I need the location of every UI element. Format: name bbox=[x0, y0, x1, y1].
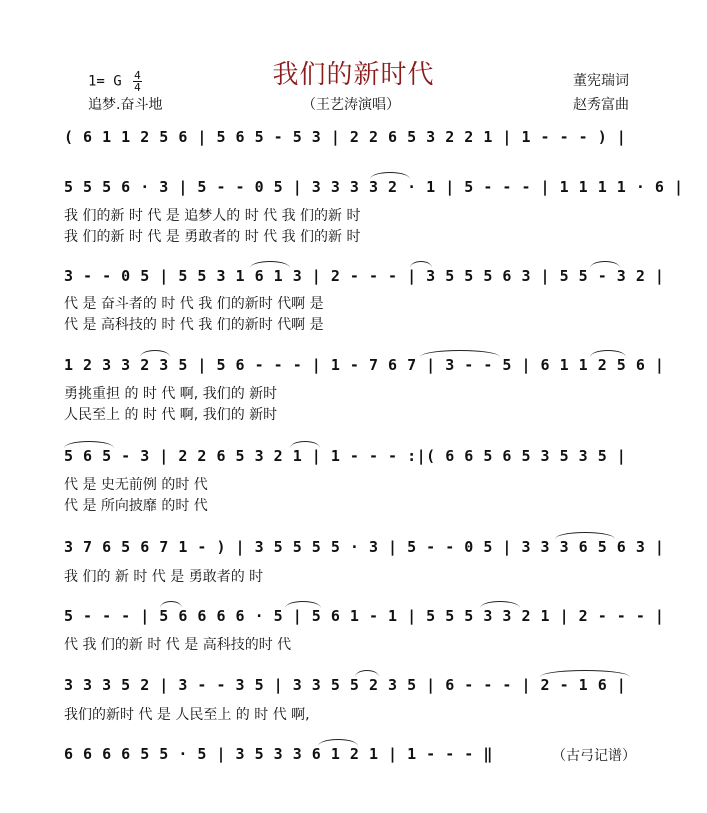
slur-mark bbox=[64, 441, 114, 448]
lyric-line: 我们的新时 代 是 人民至上 的 时 代 啊, bbox=[64, 707, 310, 723]
notation-line: 3 - - 0 5 | 5 5 3 1 6 1 3 | 2 - - - | 3 5 5 5 6 3 | 5 5 - 3 2 | bbox=[64, 267, 665, 285]
song-title: 我们的新时代 bbox=[272, 60, 435, 90]
slur-mark bbox=[355, 670, 379, 677]
slur-mark bbox=[285, 601, 321, 608]
lyric-line: 我 们的 新 时 代 是 勇敢者的 时 bbox=[64, 569, 264, 585]
lyric-line: 代 是 高科技的 时 代 我 们的新时 代啊 是 bbox=[64, 317, 324, 333]
slur-mark bbox=[160, 601, 182, 608]
slur-mark bbox=[420, 350, 500, 357]
notation-line: 1 2 3 3 2 3 5 | 5 6 - - - | 1 - 7 6 7 | 3 - - 5 | 6 1 1 2 5 6 | bbox=[64, 356, 665, 374]
notation-line: 5 5 5 6 · 3 | 5 - - 0 5 | 3 3 3 3 2 · 1 | 5 - - - | 1 1 1 1 · 6 | bbox=[64, 178, 684, 196]
slur-mark bbox=[318, 739, 358, 746]
slur-mark bbox=[480, 601, 520, 608]
lyric-line: 代 是 所向披靡 的时 代 bbox=[64, 498, 208, 514]
slur-mark bbox=[590, 350, 626, 357]
notation-line: 5 - - - | 5 6 6 6 6 · 5 | 5 6 1 - 1 | 5 5 5 3 3 2 1 | 2 - - - | bbox=[64, 607, 665, 625]
singer-label: （王艺涛演唱） bbox=[302, 97, 400, 113]
notation-line: 5 6 5 - 3 | 2 2 6 5 3 2 1 | 1 - - - :|( 6 6 5 6 5 3 5 3 5 | bbox=[64, 447, 627, 465]
slur-mark bbox=[555, 532, 615, 539]
composer-label: 赵秀富曲 bbox=[573, 97, 629, 113]
slur-mark bbox=[140, 350, 170, 357]
lyric-line: 我 们的新 时 代 是 追梦人的 时 代 我 们的新 时 bbox=[64, 208, 361, 224]
theme-label: 追梦.奋斗地 bbox=[88, 97, 163, 113]
transcriber-note: （古弓记谱） bbox=[552, 748, 636, 764]
lyric-line: 代 我 们的新 时 代 是 高科技的时 代 bbox=[64, 637, 292, 653]
key-label: 1= G bbox=[88, 73, 122, 90]
lyricist-label: 董宪瑞词 bbox=[573, 73, 629, 89]
lyric-line: 人民至上 的 时 代 啊, 我们的 新时 bbox=[64, 407, 278, 423]
lyric-line: 代 是 史无前例 的时 代 bbox=[64, 477, 208, 493]
lyric-line: 勇挑重担 的 时 代 啊, 我们的 新时 bbox=[64, 386, 278, 402]
slur-mark bbox=[250, 261, 290, 268]
slur-mark bbox=[410, 261, 432, 268]
slur-mark bbox=[540, 670, 630, 677]
slur-mark bbox=[370, 172, 410, 179]
time-signature-top: 4 bbox=[134, 69, 141, 82]
notation-line: ( 6 1 1 2 5 6 | 5 6 5 - 5 3 | 2 2 6 5 3 2 2 1 | 1 - - - ) | bbox=[64, 128, 627, 146]
slur-mark bbox=[290, 441, 320, 448]
notation-line: 3 7 6 5 6 7 1 - ) | 3 5 5 5 5 · 3 | 5 - - 0 5 | 3 3 3 6 5 6 3 | bbox=[64, 538, 665, 556]
lyric-line: 我 们的新 时 代 是 勇敢者的 时 代 我 们的新 时 bbox=[64, 229, 361, 245]
notation-line: 6 6 6 6 5 5 · 5 | 3 5 3 3 6 1 2 1 | 1 - - - ‖ bbox=[64, 745, 493, 763]
notation-line: 3 3 3 5 2 | 3 - - 3 5 | 3 3 5 5 2 3 5 | 6 - - - | 2 - 1 6 | bbox=[64, 676, 627, 694]
lyric-line: 代 是 奋斗者的 时 代 我 们的新时 代啊 是 bbox=[64, 296, 324, 312]
slur-mark bbox=[590, 261, 620, 268]
time-signature-bottom: 4 bbox=[134, 81, 141, 94]
